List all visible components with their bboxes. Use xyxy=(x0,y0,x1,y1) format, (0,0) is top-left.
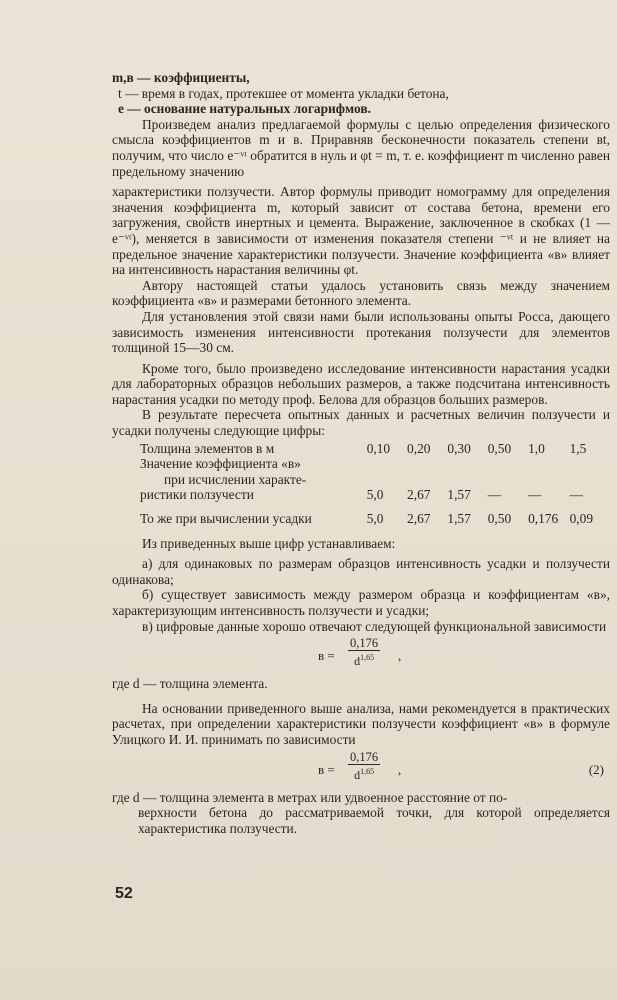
table-row: ристики ползучести 5,0 2,67 1,57 — — — xyxy=(140,487,583,503)
page-number: 52 xyxy=(115,885,133,902)
paragraph-2: характеристики ползучести. Автор формулы приводит номограмму для определения значения коэффициента m, который зависит от состава бетона, времени его загружения, свойств инертных и цемента. Выражение, заключенное в скобках (1 — e⁻ᵛᵗ), меняется в зависимости от изменения показателя степени ⁻ᵛᵗ и не влияет на предельное значение характеристики ползучести. Значение коэффициента «в» влияет на интенсивность нарастания величины φt. xyxy=(112,184,610,278)
paragraph-7: Из приведенных выше цифр устанавливаем: xyxy=(142,535,396,551)
list-item-a: а) для одинаковых по размерам образцов интенсивность усадки и ползучести одинакова; xyxy=(112,556,610,587)
table-row: Толщина элементов в м 0,10 0,20 0,30 0,50 1,0 1,5 xyxy=(140,440,587,456)
def-mv: m,в — коэффициенты, xyxy=(112,70,250,85)
page-text xyxy=(112,70,610,836)
table-row: То же при вычислении усадки 5,0 2,67 1,57 0,50 0,176 0,09 xyxy=(140,511,594,527)
where-2-cont: верхности бетона до рассматриваемой точки, для которой определяется характеристика ползучести. xyxy=(138,805,610,836)
list-item-b: б) существует зависимость между размером образца и коэффициентам «в», характеризующим интенсивность ползучести и усадки; xyxy=(112,587,610,618)
table-row: при исчислении характе- xyxy=(164,471,307,487)
formula-1: в = $\frac{0,176}{d^{1,65}}$ , xyxy=(318,636,402,669)
def-e: e — основание натуральных логарифмов. xyxy=(118,101,371,117)
paragraph-4: Для установления этой связи нами были использованы опыты Росса, дающего зависимость изменения интенсивности протекания ползучести для элементов толщиной 15—30 см. xyxy=(112,308,610,356)
formula-2: в = $\frac{0,176}{d^{1,65}}$ , (2) xyxy=(318,749,604,782)
def-t: t — время в годах, протекшее от момента укладки бетона, xyxy=(118,85,449,101)
where-2: где d — толщина элемента в метрах или удвоенное расстояние от по- xyxy=(112,789,508,805)
where-1: где d — толщина элемента. xyxy=(112,676,268,692)
table-row: Значение коэффициента «в» xyxy=(140,456,301,472)
paragraph-8: На основании приведенного выше анализа, нами рекомендуется в практических расчетах, при определении характеристики ползучести коэффициент «в» в формуле Улицкого И. И. принимать по зависимости xyxy=(112,700,610,747)
paragraph-5: Кроме того, было произведено исследование интенсивности нарастания усадки для лабораторных образцов небольших размеров, а также подсчитана интенсивность нарастания усадки по методу проф. Белова для образцов больших размеров. xyxy=(112,360,610,407)
list-item-c: в) цифровые данные хорошо отвечают следующей функциональной зависимости xyxy=(142,618,607,634)
equation-number: (2) xyxy=(588,761,604,777)
data-table xyxy=(112,441,610,527)
paragraph-3: Автору настоящей статьи удалось установить связь между значением коэффициента «в» и размерами бетонного элемента. xyxy=(112,277,610,309)
paragraph-1: Произведем анализ предлагаемой формулы с целью определения физического смысла коэффициентов m и в. Приравняв бесконечности показатель степени вt, получим, что число e⁻ᵛᵗ обратится в нуль и φt = m, т. е. коэффициент m численно равен предельному значению xyxy=(112,116,610,179)
paragraph-6: В результате пересчета опытных данных и расчетных величин ползучести и усадки получены следующие цифры: xyxy=(112,407,610,439)
